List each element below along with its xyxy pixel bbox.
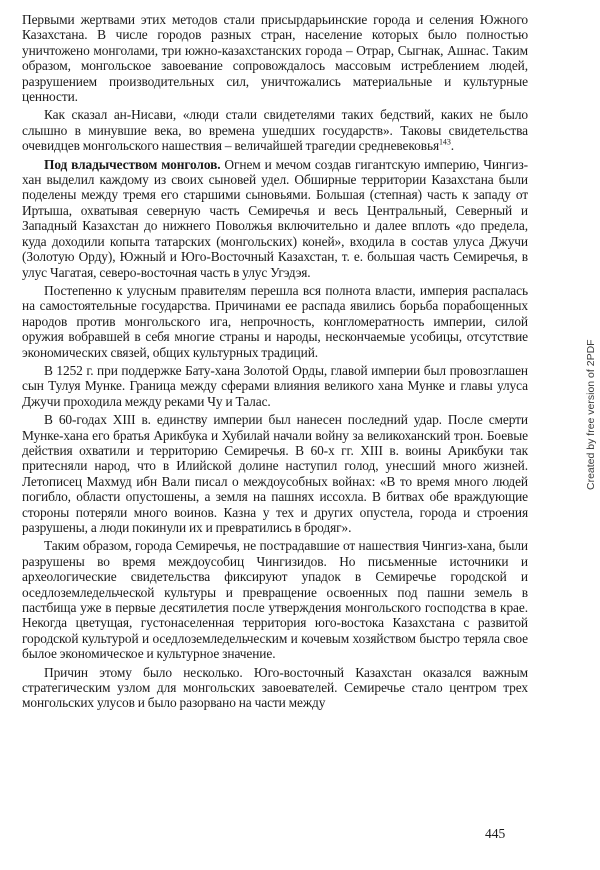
paragraph-7-text: Таким образом, города Семиречья, не пострадавшие от нашествия Чингиз-хана, были разрушены во время междоусобиц Чингизидов. Но письменные источники и археологические свидетельства фиксируют упадок в Семиречье городской и оседлоземледельческой культуры и превращение освоенных под пашни земель в пастбища уже в первые десятилетия после утверждения монгольского господства в крае. Некогда цветущая, густонаселенная территория юго-востока Казахстана с развитой городской культурой и оседлоземледельческим и кочевым хозяйством быстро теряла свое былое экономическое и культурное значение. — [22, 538, 528, 662]
paragraph-3-text: Огнем и мечом создав гигантскую империю, Чингиз-хан выделил каждому из своих сыновей удел. Обширные территории Казахстана были поделены между тремя его старшими сыновьями. Большая (степная) часть к западу от Иртыша, охватывая северную часть Семиречья и весь Центральный, Северный и Западный Казахстан до нижнего Поволжья включительно и далее вплоть «до предела, куда доходили копыта татарских (монгольских) коней», входила в состав улуса Джучи (Золотую Орду), Южный и Юго-Восточный Казахстан, т. е. большая часть Семиречья, в улус Чагатая, северо-восточная часть в улус Угэдэя. — [22, 156, 528, 280]
paragraph-4 — [22, 283, 528, 360]
paragraph-5-text: В 1252 г. при поддержке Бату-хана Золотой Орды, главой империи был провозглашен сын Тулуя Мунке. Граница между сферами влияния великого хана Мунке и главы улуса Джучи проходила между реками Чу и Талас. — [22, 362, 528, 409]
page-number: 445 — [485, 826, 506, 841]
section-heading: Под владычеством монголов. — [44, 156, 221, 172]
paragraph-4-text: Постепенно к улусным правителям перешла вся полнота власти, империя распалась на самостоятельные государства. Причинами ее распада явились борьба порабощенных народов против монгольского ига, непрочность, конгломератность империи, силой оружия вобравшей в себя многие страны и народы, нескончаемые усобицы, отсутствие экономических связей, общих культурных традиций. — [22, 282, 528, 360]
paragraph-6 — [22, 412, 528, 535]
paragraph-3 — [22, 157, 528, 280]
paragraph-7 — [22, 538, 528, 661]
paragraph-8-text: Причин этому было несколько. Юго-восточный Казахстан оказался важным стратегическим узлом для монгольских завоевателей. Семиречье стало центром трех монгольских улусов и было разорвано на части между — [22, 664, 528, 711]
paragraph-8 — [22, 665, 528, 711]
paragraph-5 — [22, 363, 528, 409]
page-body — [22, 12, 528, 711]
watermark — [572, 180, 597, 490]
paragraph-1-text: Первыми жертвами этих методов стали присырдарьинские города и селения Южного Казахстана. В числе городов разных стран, население которых было полностью уничтожено монголами, три южно-казахстанских города – Отрар, Сыгнак, Ашнас. Таким образом, монгольское завоевание сопровождалось массовым истреблением людей, разрушением производительных сил, уничтожались материальные и культурные ценности. — [22, 12, 528, 105]
paragraph-6-text: В 60-годах XIII в. единству империи был нанесен последний удар. После смерти Мунке-хана его братья Арикбука и Хубилай начали войну за великоханский трон. Боевые действия охватили и территорию Семиречья. В 60-х гг. XIII в. воины Арикбуки так притесняли народ, что в Илийской долине наступил голод, унесший много жизней. Летописец Махмуд ибн Вали писал о междоусобных войнах: «В то время много людей погибло, области опустошены, а земля на пашнях иссохла. В битвах обе враждующие стороны потеряли много воинов. Казна у тех и других опустела, города и строения разрушены, а люди покинули их и превратились в бродяг». — [22, 412, 528, 535]
paragraph-2-tail: . — [450, 138, 454, 154]
paragraph-2 — [22, 107, 528, 153]
watermark-text: Created by free version of 2PDF — [585, 339, 597, 490]
paragraph-1 — [22, 12, 528, 104]
paragraph-2-text: Как сказал ан-Нисави, «люди стали свидетелями таких бедствий, каких не было слышно в минувшие века, во времена ушедших государств». Таковы свидетельства очевидцев монгольского нашествия – величайшей трагедии средневековья — [22, 107, 528, 154]
footnote-marker: 143 — [439, 137, 451, 147]
